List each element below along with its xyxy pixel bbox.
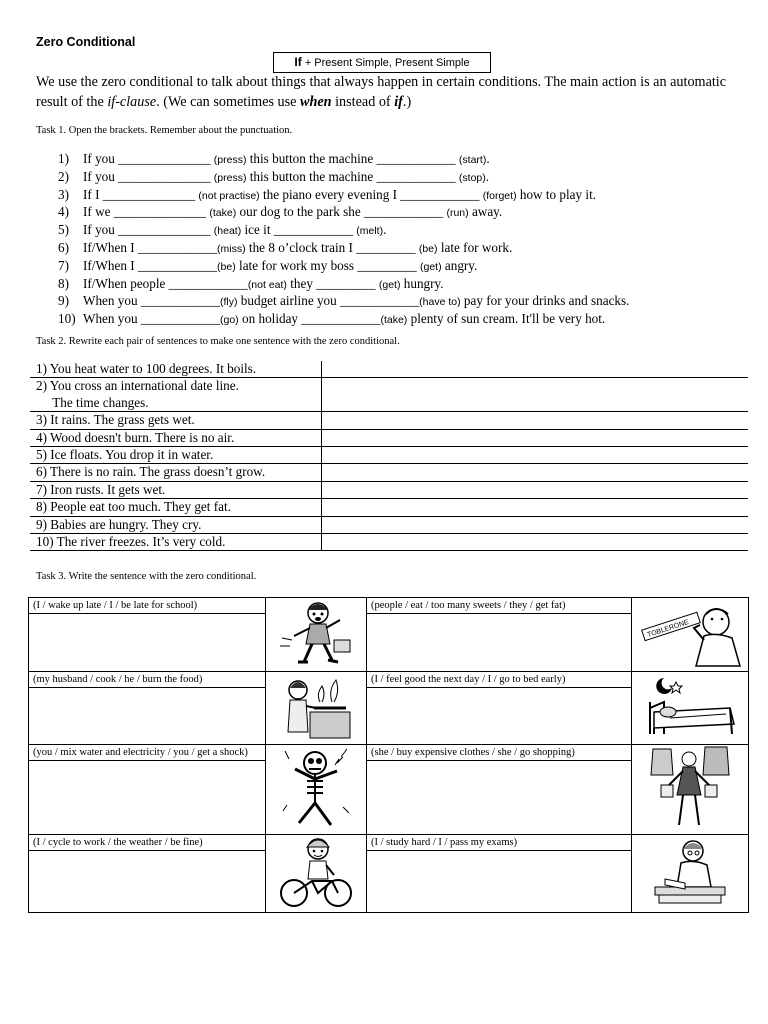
task1-verb-hint: (get): [419, 260, 442, 273]
task3-cell[interactable]: [29, 672, 266, 745]
task1-item-number: 2): [58, 168, 69, 184]
task2-answer-cell[interactable]: [322, 378, 749, 412]
task1-item-text: .: [383, 222, 387, 238]
task2-sentence-pair: 1) You heat water to 100 degrees. It boils.: [30, 361, 322, 378]
task1-item-text: late for work.: [437, 239, 513, 255]
task1-item[interactable]: [58, 311, 629, 329]
task1-item-text: budget airline you ____________: [237, 293, 420, 309]
task3-picture-cell: [266, 672, 367, 745]
task2-answer-cell[interactable]: [322, 499, 749, 516]
task2-row: [30, 447, 748, 464]
intro-ifclause: if-clause: [107, 94, 157, 110]
task2-answer-cell[interactable]: [322, 412, 749, 429]
task1-item-text: away.: [468, 204, 503, 220]
task1-verb-hint: (have to): [419, 296, 461, 309]
task1-item-number: 8): [58, 275, 69, 291]
task1-item[interactable]: [58, 258, 629, 276]
task1-verb-hint: (run): [446, 207, 469, 220]
task1-verb-hint: (take): [380, 314, 408, 327]
task1-item[interactable]: [58, 204, 629, 222]
task1-item[interactable]: [58, 187, 629, 205]
task1-item-number: 3): [58, 186, 69, 202]
task1-item-text: the 8 o’clock train I _________: [245, 239, 419, 255]
task3-prompt: (she / buy expensive clothes / she / go shopping): [367, 745, 631, 761]
task1-item-text: ice it ____________: [241, 222, 357, 238]
task1-item-number: 7): [58, 257, 69, 273]
task2-sentence-pair: 3) It rains. The grass gets wet.: [30, 412, 322, 429]
task1-item-text: plenty of sun cream. It'll be very hot.: [407, 311, 606, 327]
task1-item[interactable]: [58, 151, 629, 169]
task3-prompt: (people / eat / too many sweets / they / get fat): [367, 598, 631, 614]
task2-sentence-pair: 9) Babies are hungry. They cry.: [30, 516, 322, 533]
task1-item[interactable]: [58, 293, 629, 311]
task3-cell[interactable]: [367, 745, 632, 835]
task1-list: [58, 151, 629, 329]
task1-item-text: If you ______________: [83, 222, 214, 238]
task3-picture-cell: [632, 672, 749, 745]
task2-row: [30, 429, 748, 446]
task2-answer-cell[interactable]: [322, 516, 749, 533]
task3-prompt: (my husband / cook / he / burn the food): [29, 672, 265, 688]
task3-picture-cell: [632, 745, 749, 835]
task1-item[interactable]: [58, 276, 629, 294]
task3-prompt: (I / study hard / I / pass my exams): [367, 835, 631, 851]
task1-verb-hint: (be): [217, 260, 236, 273]
task1-item-text: how to play it.: [516, 186, 597, 202]
task1-item-number: 9): [58, 293, 69, 309]
task2-answer-cell[interactable]: [322, 534, 749, 551]
task1-item-text: they _________: [286, 275, 379, 291]
task1-item-text: this button the machine ____________: [246, 168, 459, 184]
task1-item-text: .: [486, 151, 490, 166]
task1-verb-hint: (fly): [220, 296, 238, 309]
task3-cell[interactable]: [367, 598, 632, 672]
task2-row: [30, 534, 748, 551]
task3-picture-cell: [266, 745, 367, 835]
task3-picture-cell: [266, 835, 367, 913]
task3-cell[interactable]: [29, 745, 266, 835]
formula-if: If: [294, 55, 302, 69]
task2-sentence-pair: 5) Ice floats. You drop it in water.: [30, 447, 322, 464]
task1-item-number: 5): [58, 222, 69, 238]
task3-title: Task 3. Write the sentence with the zero conditional.: [36, 571, 257, 582]
task1-item-text: If I ______________: [83, 186, 199, 202]
studying-woman-illustration: [645, 835, 735, 909]
task1-item-text: pay for your drinks and snacks.: [460, 293, 630, 309]
task3-cell[interactable]: [29, 598, 266, 672]
task2-title: Task 2. Rewrite each pair of sentences to make one sentence with the zero conditional.: [36, 336, 400, 347]
task3-table: [28, 597, 749, 913]
task1-verb-hint: (press): [213, 171, 247, 184]
intro-text-4: .): [402, 94, 412, 110]
task2-row: [30, 361, 748, 378]
task1-verb-hint: (forget): [482, 189, 517, 202]
task1-item-text: hungry.: [400, 275, 444, 291]
task2-row: [30, 412, 748, 429]
task1-verb-hint: (be): [418, 242, 438, 255]
toblerone-label: TOBLERONE: [646, 618, 690, 639]
task1-verb-hint: (get): [378, 278, 401, 291]
task1-verb-hint: (not practise): [198, 189, 260, 202]
task1-item-text: late for work my boss _________: [235, 257, 420, 273]
task3-cell[interactable]: [367, 835, 632, 913]
task1-item-text: the piano every evening I ____________: [259, 186, 483, 202]
task1-item-text: When you ____________: [83, 311, 220, 327]
burning-food-illustration: [276, 672, 356, 742]
task3-cell[interactable]: [29, 835, 266, 913]
task2-row: [30, 481, 748, 498]
shopping-woman-illustration: [647, 745, 733, 831]
task1-verb-hint: (stop): [458, 171, 486, 184]
task3-prompt: (you / mix water and electricity / you / get a shock): [29, 745, 265, 761]
intro-if: if: [394, 94, 403, 110]
task2-row: [30, 516, 748, 533]
task1-item-number: 10): [58, 311, 76, 327]
task2-sentence-pair: 4) Wood doesn't burn. There is no air.: [30, 429, 322, 446]
task1-item-text: If/When I ____________: [83, 239, 218, 255]
task2-answer-cell[interactable]: [322, 361, 749, 378]
task1-item-text: If/When I ____________: [83, 257, 218, 273]
task1-item-number: 1): [58, 151, 69, 166]
task1-item-number: 4): [58, 204, 69, 220]
task3-picture-cell: [632, 598, 749, 672]
task2-row: [30, 464, 748, 481]
task1-item-text: on holiday ____________: [238, 311, 381, 327]
task1-item[interactable]: [58, 169, 629, 187]
intro-text-3: instead of: [331, 94, 395, 110]
task1-verb-hint: (melt): [356, 225, 384, 238]
task2-sentence-pair: 7) Iron rusts. It gets wet.: [30, 481, 322, 498]
task1-verb-hint: (take): [209, 207, 237, 220]
task1-item-text: this button the machine ____________: [246, 151, 459, 166]
task2-row: [30, 499, 748, 516]
task1-item-text: If/When people ____________: [83, 275, 248, 291]
task1-item-number: 6): [58, 239, 69, 255]
bed-illustration: [640, 672, 740, 740]
task2-answer-cell[interactable]: [322, 429, 749, 446]
task3-prompt: (I / wake up late / I / be late for school): [29, 598, 265, 614]
task2-sentence-pair: 2) You cross an international date line. The time changes.: [30, 378, 322, 412]
task1-item-text: our dog to the park she ____________: [236, 204, 447, 220]
task1-verb-hint: (press): [213, 154, 247, 166]
task1-item-text: When you ____________: [83, 293, 220, 309]
page-title: Zero Conditional: [36, 35, 136, 49]
task1-item[interactable]: [58, 240, 629, 258]
task1-item-text: angry.: [441, 257, 478, 273]
task2-table: [30, 361, 748, 551]
task1-verb-hint: (miss): [217, 242, 246, 255]
task1-item-text: If we ______________: [83, 204, 210, 220]
task2-answer-cell[interactable]: [322, 447, 749, 464]
task1-title: Task 1. Open the brackets. Remember about the punctuation.: [36, 125, 293, 136]
formula-box: [273, 52, 491, 73]
task1-verb-hint: (start): [458, 154, 487, 166]
task1-item[interactable]: [58, 222, 629, 240]
task1-item-text: If you ______________: [83, 168, 214, 184]
task2-row: [30, 378, 748, 412]
task2-answer-cell[interactable]: [322, 481, 749, 498]
task2-answer-cell[interactable]: [322, 464, 749, 481]
task3-prompt: (I / cycle to work / the weather / be fine): [29, 835, 265, 851]
task1-verb-hint: (go): [220, 314, 239, 327]
task3-cell[interactable]: [367, 672, 632, 745]
task3-picture-cell: [266, 598, 367, 672]
task2-sentence-pair: 8) People eat too much. They get fat.: [30, 499, 322, 516]
task3-prompt: (I / feel good the next day / I / go to bed early): [367, 672, 631, 688]
man-eating-chocolate-illustration: [634, 598, 746, 668]
intro-text-1: We use the zero conditional to talk about things that always happen in certain conditions. The main action is an automatic result of the: [36, 74, 727, 110]
task3-picture-cell: [632, 835, 749, 913]
electric-shock-skeleton-illustration: [281, 745, 351, 831]
formula-rest: + Present Simple, Present Simple: [304, 57, 470, 69]
cyclist-illustration: [276, 835, 356, 909]
intro-when: when: [300, 94, 332, 110]
task1-verb-hint: (not eat): [247, 278, 287, 291]
task2-sentence-pair: 6) There is no rain. The grass doesn’t grow.: [30, 464, 322, 481]
intro-text-2: . (We can sometimes use: [156, 94, 301, 110]
task2-sentence-pair: 10) The river freezes. It’s very cold.: [30, 534, 322, 551]
late-boy-illustration: [276, 598, 356, 670]
task1-item-text: If you ______________: [83, 151, 214, 166]
task1-item-text: .: [485, 168, 490, 184]
task1-verb-hint: (heat): [213, 225, 242, 238]
intro-paragraph: [36, 72, 736, 112]
